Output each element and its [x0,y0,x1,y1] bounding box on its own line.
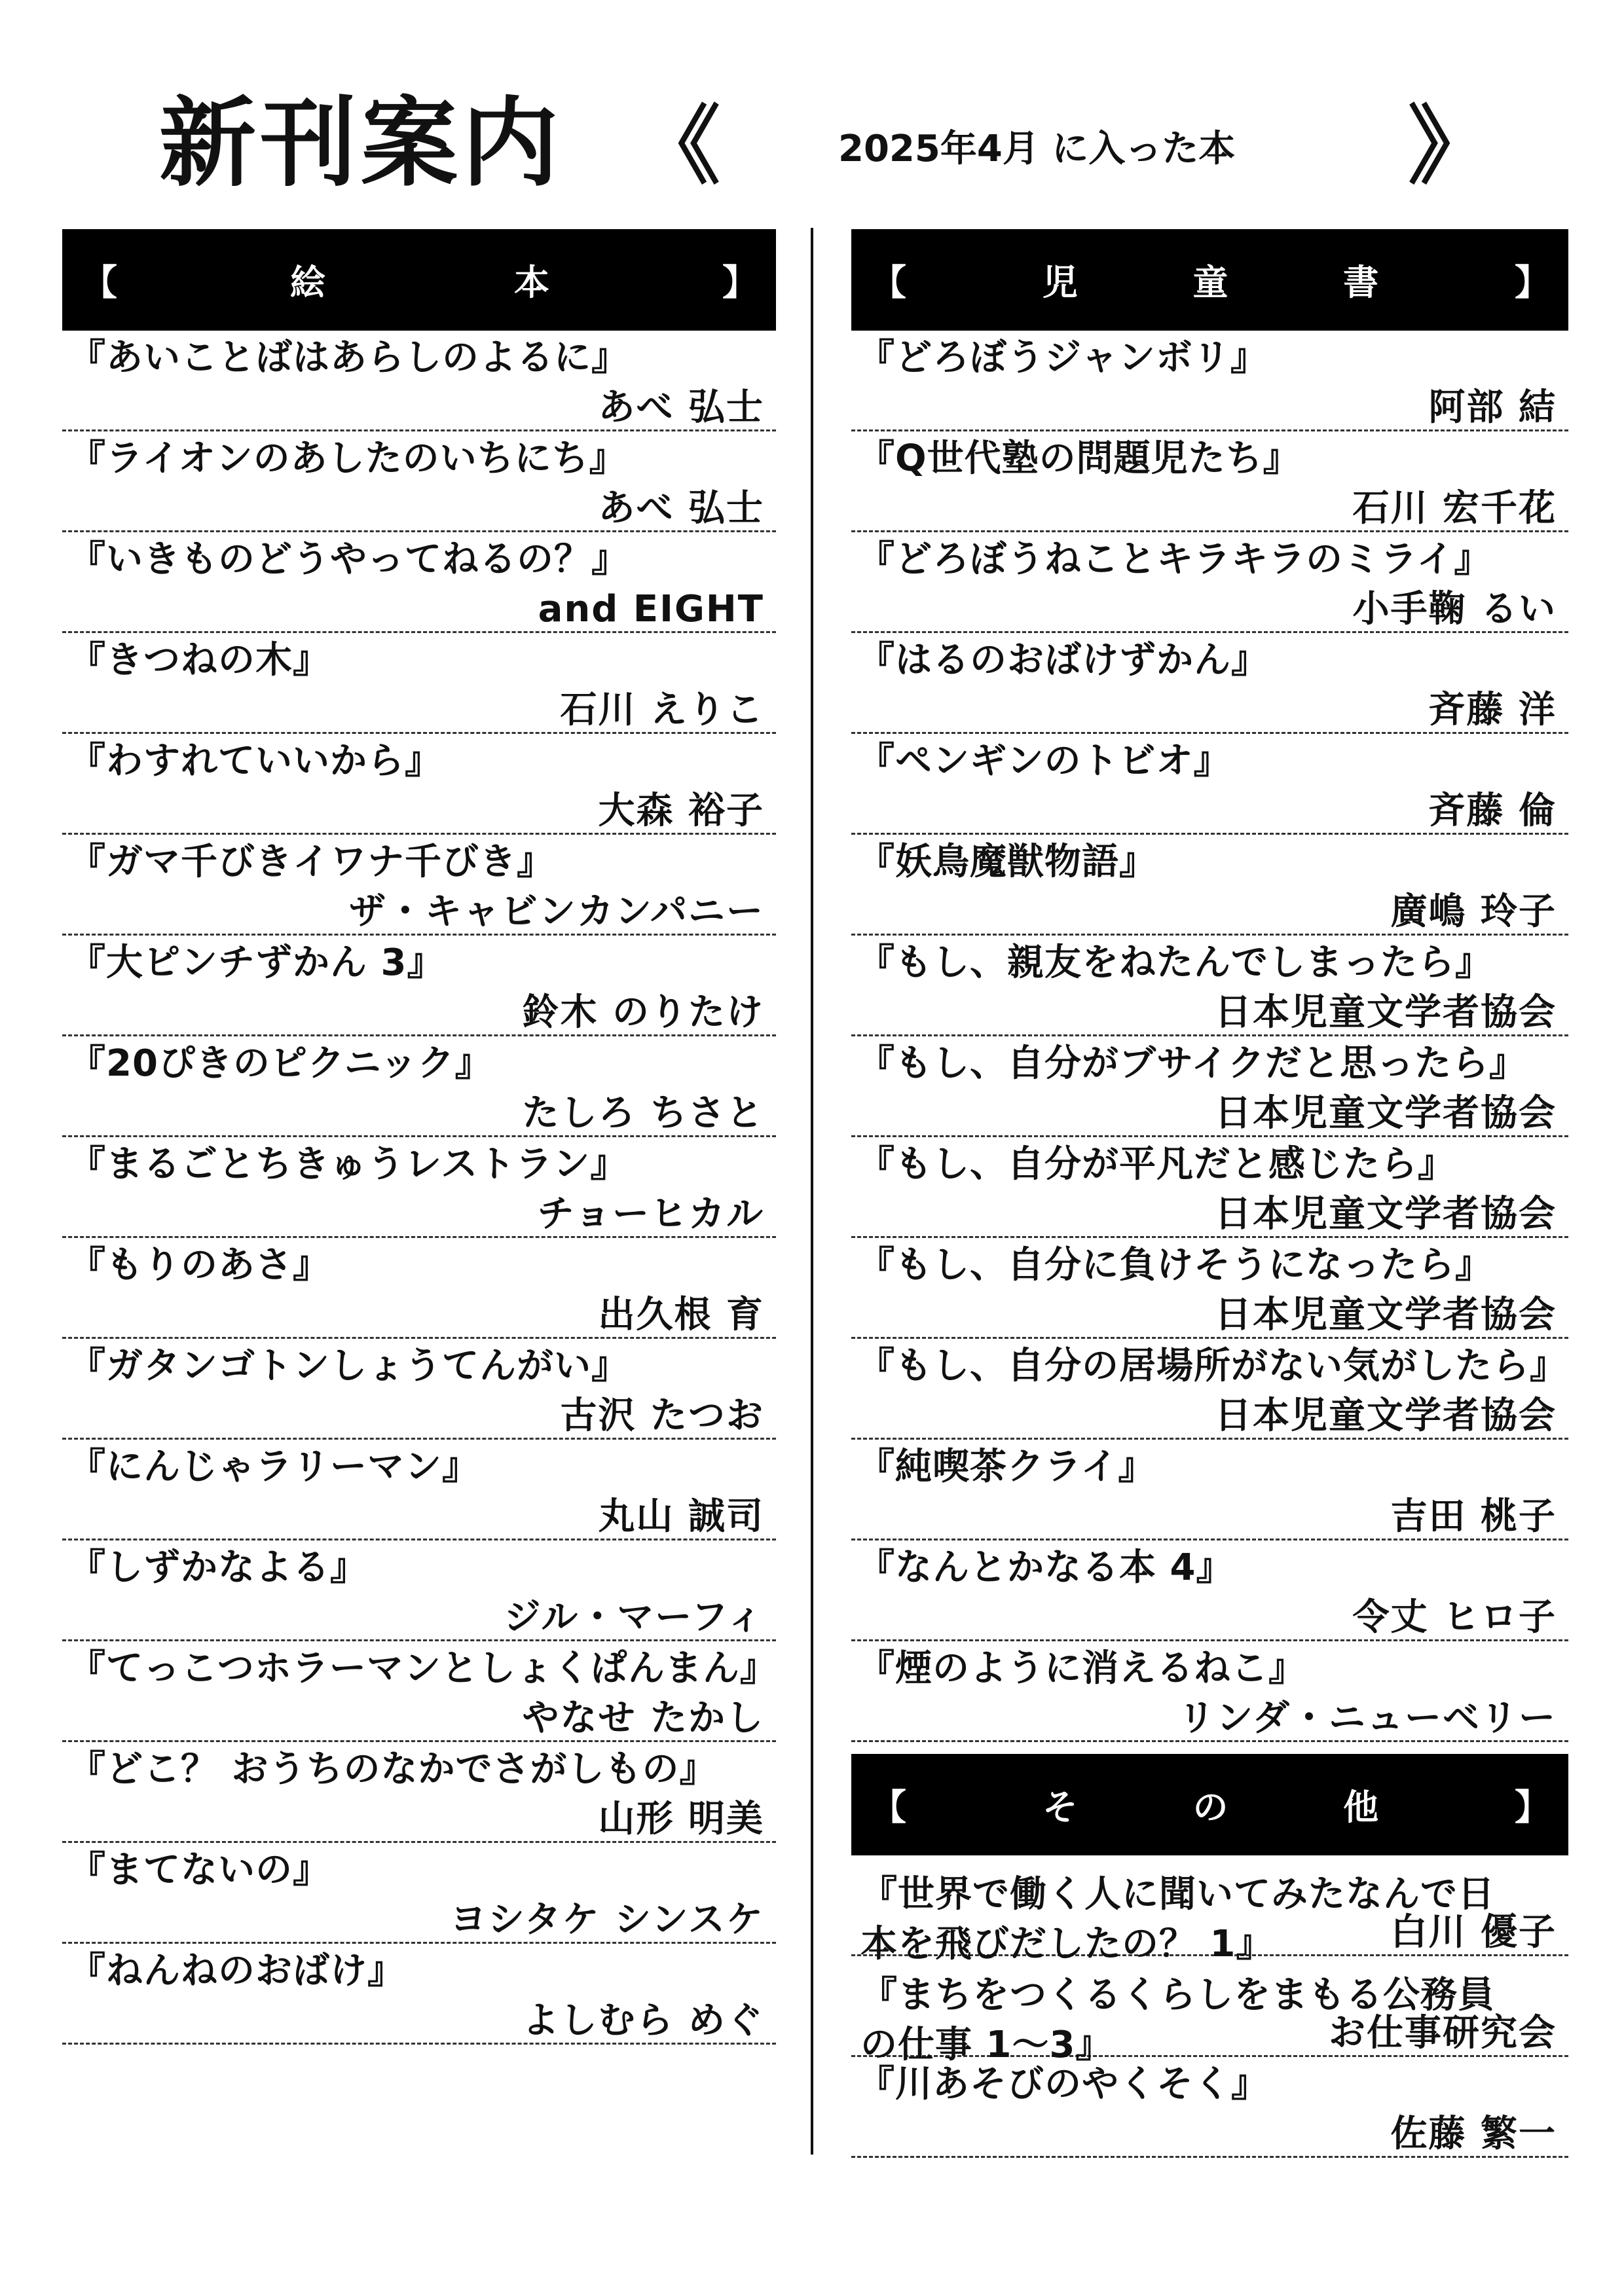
book-entry [62,1137,776,1238]
section-bracket-open: 【 [871,1787,906,1828]
book-title: 『もし、自分の居場所がない気がしたら』 [858,1345,1567,1387]
book-entry [62,633,776,734]
book-author: 吉田 桃子 [1390,1495,1557,1538]
picture-books-list [62,331,776,2045]
book-author: 丸山 誠司 [598,1495,764,1538]
book-author: 佐藤 繁一 [1390,2113,1557,2155]
book-author: 日本児童文学者協会 [1215,1193,1557,1235]
book-author: 白川 優子 [1390,1911,1557,1954]
book-title: 『純喫茶クライ』 [858,1446,1156,1488]
book-entry [851,1956,1568,2066]
book-title: 『ねんねのおばけ』 [69,1950,405,1992]
book-author: 日本児童文学者協会 [1215,1394,1557,1437]
section-bracket-open: 【 [82,262,117,303]
book-entry [851,1440,1568,1540]
book-entry [62,936,776,1036]
book-entry [851,532,1568,633]
book-title: 『大ピンチずかん 3』 [69,941,445,984]
column-divider [811,228,813,2155]
book-title: 『まちをつくるくらしをまもる公務員の仕事 1～3』 [860,1974,1495,2066]
book-author: 令丈 ヒロ子 [1352,1596,1557,1639]
book-author: お仕事研究会 [1329,2012,1557,2054]
book-title: 『きつねの木』 [69,639,330,682]
section-bracket-open: 【 [871,262,906,303]
book-title: 『わすれていいから』 [69,740,442,782]
book-entry [62,532,776,633]
book-entry [851,1339,1568,1440]
book-title: 『いきものどうやってねるの？』 [69,538,629,581]
book-title: 『ガマ千びきイワナ千びき』 [69,841,554,883]
book-title: 『Q世代塾の問題児たち』 [858,437,1301,480]
book-title: 『まてないの』 [69,1849,330,1891]
picture-books-column [62,229,776,2045]
book-title: 『にんじゃラリーマン』 [69,1446,479,1488]
book-entry [62,835,776,936]
book-author: あべ 弘士 [598,487,764,530]
book-entry [851,633,1568,734]
section-label-char: 童 [1192,262,1228,303]
book-title: 『川あそびのやくそく』 [858,2063,1268,2105]
book-title: 『世界で働く人に聞いてみたなんで日本を飛びだしたの？ 1』 [860,1873,1495,1965]
book-author: 古沢 たつお [560,1394,764,1437]
book-title: 『もし、自分がブサイクだと思ったら』 [858,1042,1526,1085]
section-header-other [851,1754,1568,1855]
section-label-char: 児 [1042,262,1078,303]
book-title: 『もし、自分に負けそうになったら』 [858,1244,1492,1286]
book-title: 『あいことばはあらしのよるに』 [69,337,629,379]
book-author: ザ・キャビンカンパニー [348,890,764,933]
book-entry [62,331,776,431]
section-bracket-close: 】 [1515,262,1550,303]
book-author: 鈴木 のりたけ [522,991,764,1034]
book-author: 山形 明美 [598,1798,764,1840]
book-entry [851,1036,1568,1137]
page-subtitle: 2025年4月 に入った本 [838,128,1236,170]
section-label [906,1779,1515,1830]
page-title: 新刊案内 [159,87,563,200]
book-entry [851,1540,1568,1641]
book-entry [851,835,1568,936]
book-entry [62,1440,776,1540]
book-title: 『どろぼうジャンボリ』 [858,337,1268,379]
section-label-char: の [1192,1787,1228,1828]
book-entry [62,1641,776,1742]
book-title: 『どろぼうねことキラキラのミライ』 [858,538,1492,581]
section-bracket-close: 】 [1515,1787,1550,1828]
book-title: 『はるのおばけずかん』 [858,639,1268,682]
book-author: よしむら めぐ [522,1999,764,2042]
book-author: チョーヒカル [537,1193,764,1235]
book-title: 『ガタンゴトンしょうてんがい』 [69,1345,629,1387]
book-author: やなせ たかし [522,1697,764,1740]
book-author: 日本児童文学者協会 [1215,1294,1557,1336]
section-label-char: 本 [514,262,549,303]
book-entry [62,1339,776,1440]
book-entry [62,1944,776,2045]
book-entry [62,1540,776,1641]
book-entry [851,1238,1568,1339]
book-entry [62,1238,776,1339]
book-entry [851,734,1568,835]
book-entry [851,431,1568,532]
book-entry [851,936,1568,1036]
book-title: 『もりのあさ』 [69,1244,330,1286]
book-author: 大森 裕子 [598,790,764,832]
book-entry [62,431,776,532]
book-entry [62,1036,776,1137]
book-author: あべ 弘士 [598,386,764,429]
book-entry [62,734,776,835]
page-header [0,0,1624,223]
book-author: 出久根 育 [598,1294,764,1336]
other-books-list [851,1855,1568,2158]
section-header-childrens-books [851,229,1568,331]
book-title: 『煙のように消えるねこ』 [858,1647,1306,1690]
book-entry [851,1855,1568,1965]
book-title: 『なんとかなる本 4』 [858,1546,1234,1589]
book-author: たしろ ちさと [522,1092,764,1135]
book-title: 『ペンギンのトビオ』 [858,740,1231,782]
book-author: 廣嶋 玲子 [1390,890,1557,933]
section-label-char: 他 [1343,1787,1379,1828]
book-author: 斉藤 洋 [1428,689,1557,731]
book-entry [851,1641,1568,1742]
book-title: 『ライオンのあしたのいちにち』 [69,437,627,480]
book-entry [62,1742,776,1843]
book-entry [851,2057,1568,2158]
book-author: 阿部 結 [1428,386,1557,429]
book-title: 『しずかなよる』 [69,1546,367,1589]
section-label [117,255,722,305]
book-entry [62,1843,776,1944]
section-label [906,255,1515,305]
close-bracket: 》 [1408,96,1494,196]
book-author: ジル・マーフィ [504,1596,764,1639]
book-title: 『もし、親友をねたんでしまったら』 [858,941,1492,984]
book-title: 『妖鳥魔獣物語』 [858,841,1156,883]
open-bracket: 《 [635,96,721,196]
book-author: 小手鞠 るい [1352,588,1557,630]
book-author: 石川 宏千花 [1352,487,1557,530]
section-label-char: 絵 [290,262,325,303]
section-label-char: 書 [1343,262,1379,303]
childrens-books-list [851,331,1568,1742]
childrens-books-column [851,229,1568,2158]
book-title: 『20ぴきのピクニック』 [69,1042,492,1085]
book-author: 石川 えりこ [560,689,764,731]
book-author: リンダ・ニューベリー [1178,1697,1557,1740]
book-title: 『どこ？ おうちのなかでさがしもの』 [69,1748,717,1791]
book-author: and EIGHT [538,588,764,630]
book-entry [851,1137,1568,1238]
section-bracket-close: 】 [722,262,758,303]
book-title: 『てっこつホラーマンとしょくぱんまん』 [69,1647,777,1690]
book-entry [851,331,1568,431]
book-author: 日本児童文学者協会 [1215,1092,1557,1135]
book-author: 日本児童文学者協会 [1215,991,1557,1034]
book-title: 『もし、自分が平凡だと感じたら』 [858,1143,1455,1186]
book-author: ヨシタケ シンスケ [449,1899,764,1941]
book-author: 斉藤 倫 [1428,790,1557,832]
section-label-char: そ [1042,1787,1078,1828]
section-header-picture-books [62,229,776,331]
book-title: 『まるごとちきゅうレストラン』 [69,1143,628,1186]
